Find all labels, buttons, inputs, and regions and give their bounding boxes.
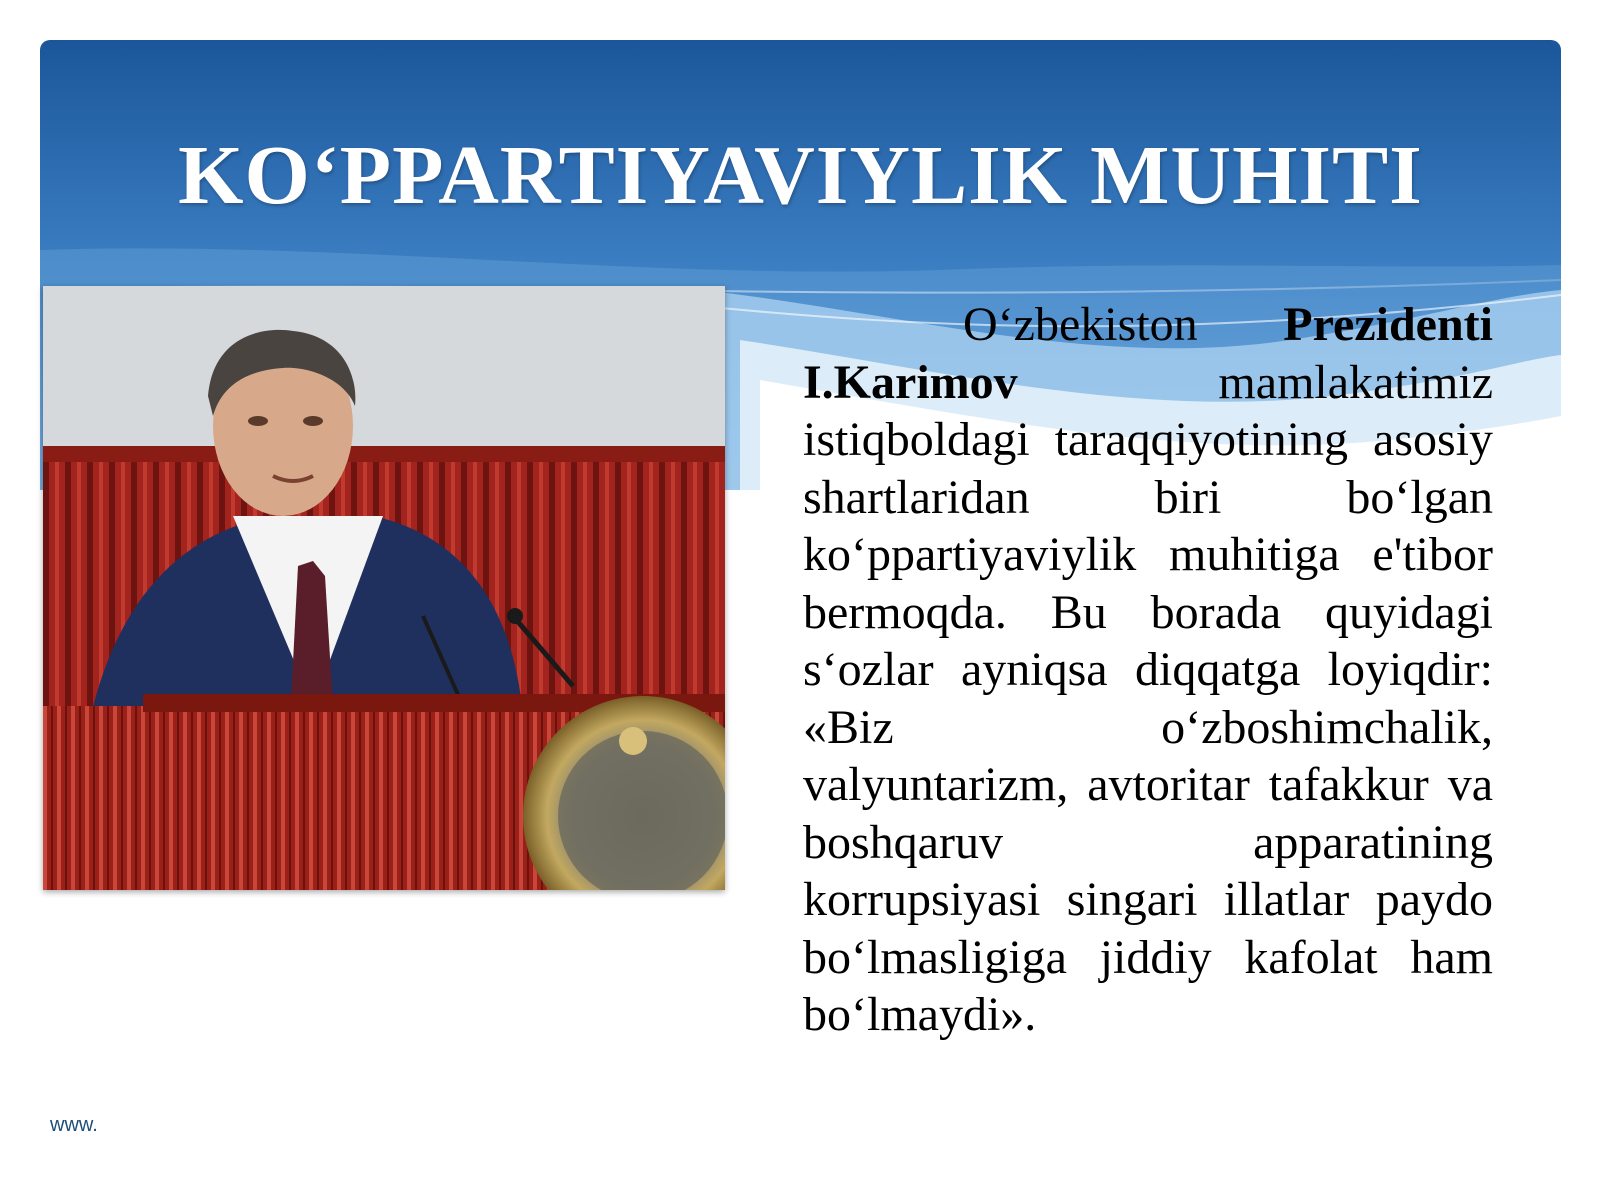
body-paragraph — [803, 296, 1493, 1044]
footer-url: www. — [50, 1114, 98, 1136]
body-lead: O‘zbekiston — [963, 298, 1284, 351]
body-bold-name: Prezidenti I.Karimov — [803, 298, 1493, 409]
president-photo — [43, 286, 725, 890]
body-rest: mamlakatimiz istiqboldagi taraqqiyotining asosiy shartlaridan biri bo‘lgan ko‘ppartiyaviylik muhitiga e'tibor bermoqda. Bu borada quyidagi s‘ozlar ayniqsa diqqatga loyiqdir: «Biz o‘zboshimchalik, valyuntarizm, avtoritar tafakkur va boshqaruv apparatining korrupsiyasi singari illatlar paydo bo‘lmasligiga jiddiy kafolat ham bo‘lmaydi». — [803, 355, 1493, 1041]
slide-title: KO‘PPARTIYAVIYLIK MUHITI — [178, 129, 1423, 222]
